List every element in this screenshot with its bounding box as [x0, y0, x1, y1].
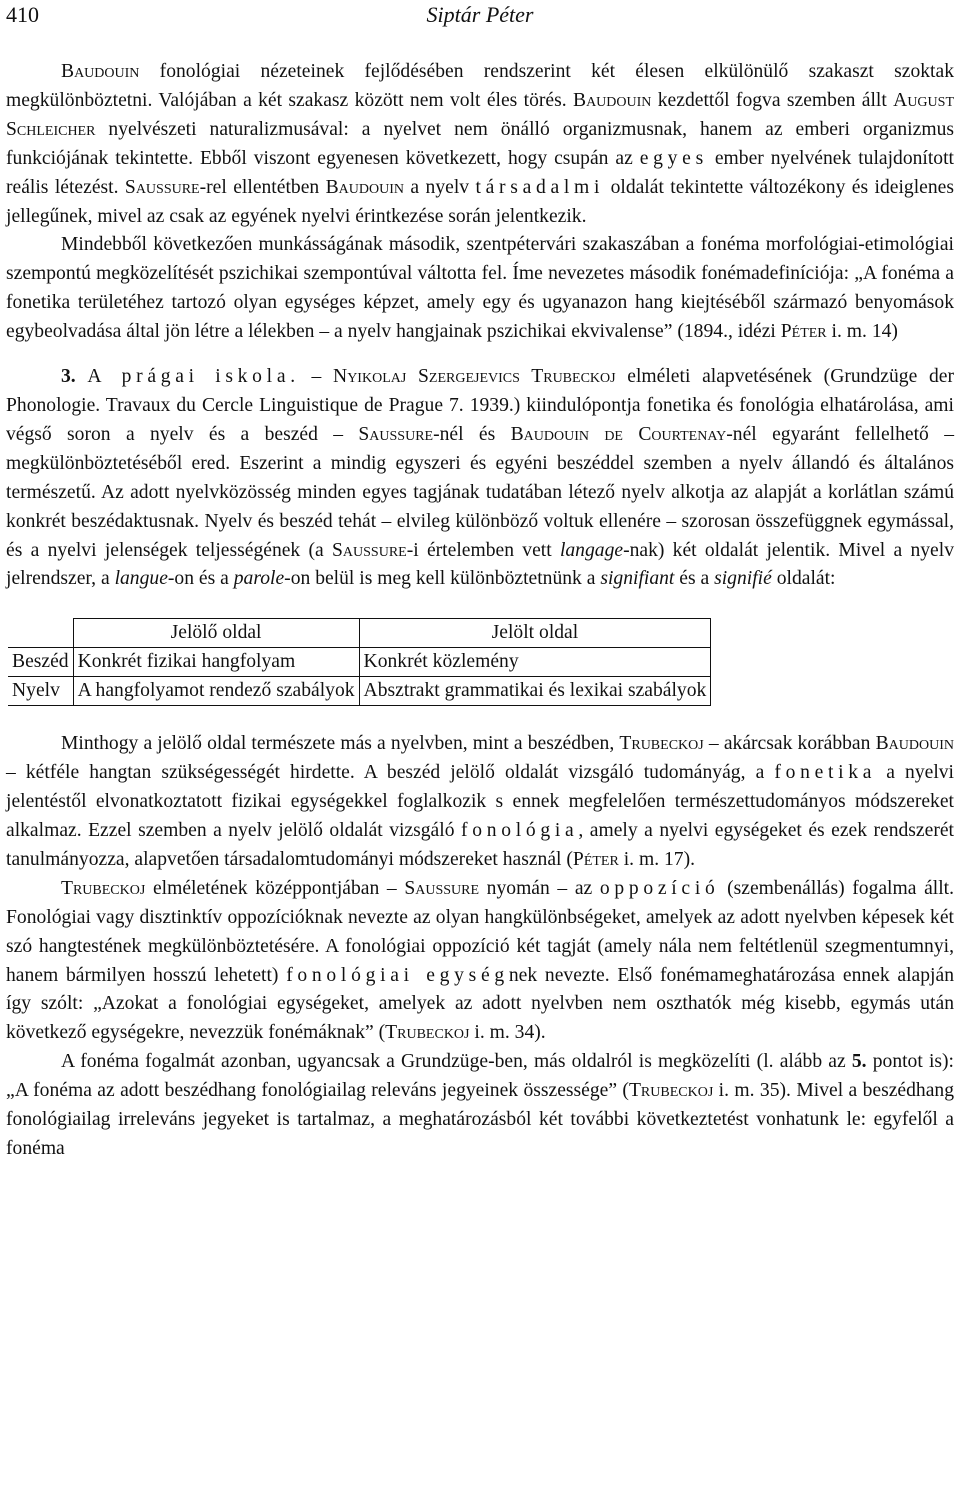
text-run: és a — [674, 568, 715, 590]
speech-language-table — [8, 618, 711, 706]
table-row — [8, 648, 711, 677]
author-name: Trubeckoj — [619, 733, 704, 755]
author-name: Nyikolaj Szergejevics Trubeckoj — [333, 366, 616, 388]
text-run: Minthogy a jelölő oldal természete más a nyelvben, mint a beszédben, — [61, 733, 620, 755]
text-run: pontot is): „A fonéma az adott beszédhang fonológiailag releváns jegyeinek összessége” ( — [6, 1051, 955, 1102]
text-run: – akárcsak korábban — [703, 733, 876, 755]
emphasis-spaced: fonológia — [460, 820, 579, 842]
author-name: Trubeckoj — [61, 877, 146, 899]
section-spacer — [6, 347, 954, 363]
table-corner-cell — [8, 619, 73, 648]
author-name: Saussure — [124, 176, 200, 198]
text-run: a nyelvi jelentéstől elvonatkoztatott fizikai egységekkel foglalkozik s ennek megfelelően természettudományos módszereket alkalmaz. Ezzel szemben a nyelv jelölő oldalát vizsgáló — [6, 762, 955, 842]
text-run: A fonéma fogalmát azonban, ugyancsak a Grundzüge-ben, más oldalról is megközelíti (l. alább az — [61, 1051, 852, 1073]
table-header-row — [8, 619, 711, 648]
text-run: nek nevezte. Első fonémameghatározása ennek alapján így szólt: „Azokat a fonológiai egységeket, amelyek az adott nyelvben nem oszthatók még kisebb, egymás után következő egységekre, nevezzük fonémáknak” ( — [6, 964, 954, 1044]
author-name: Baudouin — [61, 61, 140, 82]
author-name: Baudouin de Courtenay — [510, 423, 727, 445]
emphasis-spaced: társadalmi — [475, 176, 605, 198]
text-run: -nak) két oldalát jelentik. Mivel a nyelv jelrendszer, a — [6, 539, 954, 590]
table-spacer — [6, 706, 954, 730]
author-name: Saussure — [332, 539, 407, 561]
italic-term: langage — [559, 539, 624, 561]
text-run: – kétféle hangtan szükségességét hirdette. A beszéd jelölő oldalát vizsgáló tudományág, a — [6, 762, 775, 784]
table-spacer — [6, 594, 954, 618]
section-reference: 5. — [851, 1051, 867, 1073]
text-run: oldalát tekintette változékony és ideiglenes jellegűnek, mivel az csak az egyének nyelvi érintkezése során jelentkezik. — [6, 176, 954, 227]
emphasis-spaced: fonológiai egység — [286, 964, 509, 986]
italic-term: parole — [233, 568, 285, 590]
author-name: Baudouin — [325, 176, 405, 198]
italic-term: signifié — [714, 568, 772, 590]
paragraph-baudouin-phases — [6, 58, 954, 231]
text-run: Mindebből következően munkásságának második, szentpétervári szakaszában a fonéma morfológiai-etimológiai szempontú megközelítését pszichikai szempontúval váltotta fel. Íme nevezetes második fonémadefiníciója: „A fonéma a fonetika területéhez tartozó olyan egységes képzet, amely egy és ugyanazon hang kiejtéséből származó benyomások egybeolvadása által jön létre a lélekben – a nyelv hangjainak pszichikai ekvivalense” (1894., idézi — [6, 234, 954, 343]
text-run: kezdettől fogva szemben állt — [651, 89, 894, 111]
paragraph-opposition — [6, 875, 954, 1048]
text-run: ember nyelvének tulajdonított reális létezést. — [6, 147, 954, 198]
table-row-label: Nyelv — [8, 677, 73, 706]
text-run: , amely a nyelvi egységeket és ezek rendszerét tanulmányozza, alapvetően társadalomtudományi módszereket használ ( — [6, 820, 954, 870]
page-header — [0, 0, 960, 36]
text-run: (szembenállás) fogalma állt. Fonológiai vagy disztinktív oppozícióknak nevezte az olyan hangkülönbségeket, amelyek az adott nyelvben képesek két szó hangtestének megkülönböztetésére. A fonológiai oppozíció két tagját (amely nála nem feltétlenül szegmentumnyi, hanem bármilyen hosszú lehetett) — [6, 877, 954, 986]
text-run: -on és a — [167, 568, 234, 590]
italic-term: signifiant — [600, 568, 675, 590]
author-name: Baudouin — [573, 89, 652, 111]
text-run: a nyelv — [404, 176, 476, 198]
table-header-signifiant: Jelölő oldal — [73, 619, 359, 648]
text-run: -on belül is meg kell különböztetnünk a — [284, 568, 601, 590]
text-run: -rel ellentétben — [199, 176, 326, 198]
running-head: Siptár Péter — [426, 2, 534, 27]
table-cell: A hangfolyamot rendező szabályok — [73, 677, 359, 706]
author-name: Trubeckoj — [385, 1022, 470, 1044]
paragraph-prague-school — [6, 363, 954, 594]
table-cell: Absztrakt grammatikai és lexikai szabályok — [359, 677, 711, 706]
table-cell: Konkrét közlemény — [359, 648, 711, 677]
text-run: nyomán – az — [479, 877, 600, 899]
text-run: i. m. 14) — [826, 321, 898, 343]
author-name: Saussure — [358, 423, 434, 445]
text-run: i. m. 17). — [618, 848, 696, 870]
text-run: -i értelemben vett — [406, 539, 560, 561]
paragraph-phoneme-features — [6, 1048, 954, 1164]
text-run: elméletének középpontjában – — [145, 877, 405, 899]
text-run: fonológiai nézeteinek fejlődésében rendszerint két élesen elkülönülő szakaszt szoktak megkülönböztetni. Valójában a két szakasz között nem volt éles törés. — [6, 61, 954, 111]
author-name: Baudouin — [875, 733, 954, 755]
section-number: 3. — [61, 366, 76, 388]
section-title: A prágai iskola. — [87, 366, 300, 388]
body-text — [6, 58, 954, 1164]
paragraph-phonetics-phonology — [6, 730, 954, 875]
emphasis-spaced: egyes — [639, 147, 708, 169]
text-run: i. m. 34). — [469, 1022, 546, 1044]
author-name: August Schleicher — [6, 89, 954, 140]
table-row — [8, 677, 711, 706]
text-run: elméleti alapvetésének (Grundzüge der Phonologie. Travaux du Cercle Linguistique de Prague 7. 1939.) kiindulópontja fonetika és fonológia elhatárolása, ami végső soron a nyelv és a beszéd – — [6, 366, 954, 445]
emphasis-spaced: oppozíció — [599, 877, 720, 899]
author-name: Péter — [572, 848, 619, 870]
author-name: Trubeckoj — [628, 1080, 714, 1102]
table-row-label: Beszéd — [8, 648, 73, 677]
italic-term: langue — [114, 568, 168, 590]
text-run: i. m. 35). Mivel a beszédhang fonológiailag irreleváns jegyeket is tartalmaz, a meghatározásból két további következtetést vonhatunk le: egyfelől a fonéma — [6, 1080, 954, 1159]
text-run: oldalát: — [771, 568, 836, 590]
text-run: -nél és — [433, 423, 511, 445]
page-number: 410 — [6, 2, 39, 27]
emphasis-spaced: fonetika — [774, 762, 877, 784]
author-name: Saussure — [404, 877, 480, 899]
paragraph-phoneme-definition — [6, 231, 954, 347]
text-run: nyelvészeti naturalizmusával: a nyelvet nem önálló organizmusnak, hanem az emberi organizmus funkciójának tekintette. Ebből viszont egyenesen következett, hogy csupán az — [6, 118, 954, 169]
text-run: -nél egyaránt fellelhető – megkülönböztetéséből ered. Eszerint a mindig egyszeri és egyéni beszéddel szemben a nyelv állandó és általános természetű. Az adott nyelvközösség minden egyes tagjának tudatában létező nyelv alkotja az alapját a korlátlan számú konkrét beszédaktusnak. Nyelv és beszéd tehát – elvileg különböző voltuk ellenére – szorosan összefüggnek egymással, és a nyelvi jelenségek teljességének (a — [6, 423, 954, 561]
table-cell: Konkrét fizikai hangfolyam — [73, 648, 359, 677]
table-header-signifie: Jelölt oldal — [359, 619, 711, 648]
author-name: Péter — [780, 321, 827, 343]
text-run: – — [299, 366, 334, 388]
